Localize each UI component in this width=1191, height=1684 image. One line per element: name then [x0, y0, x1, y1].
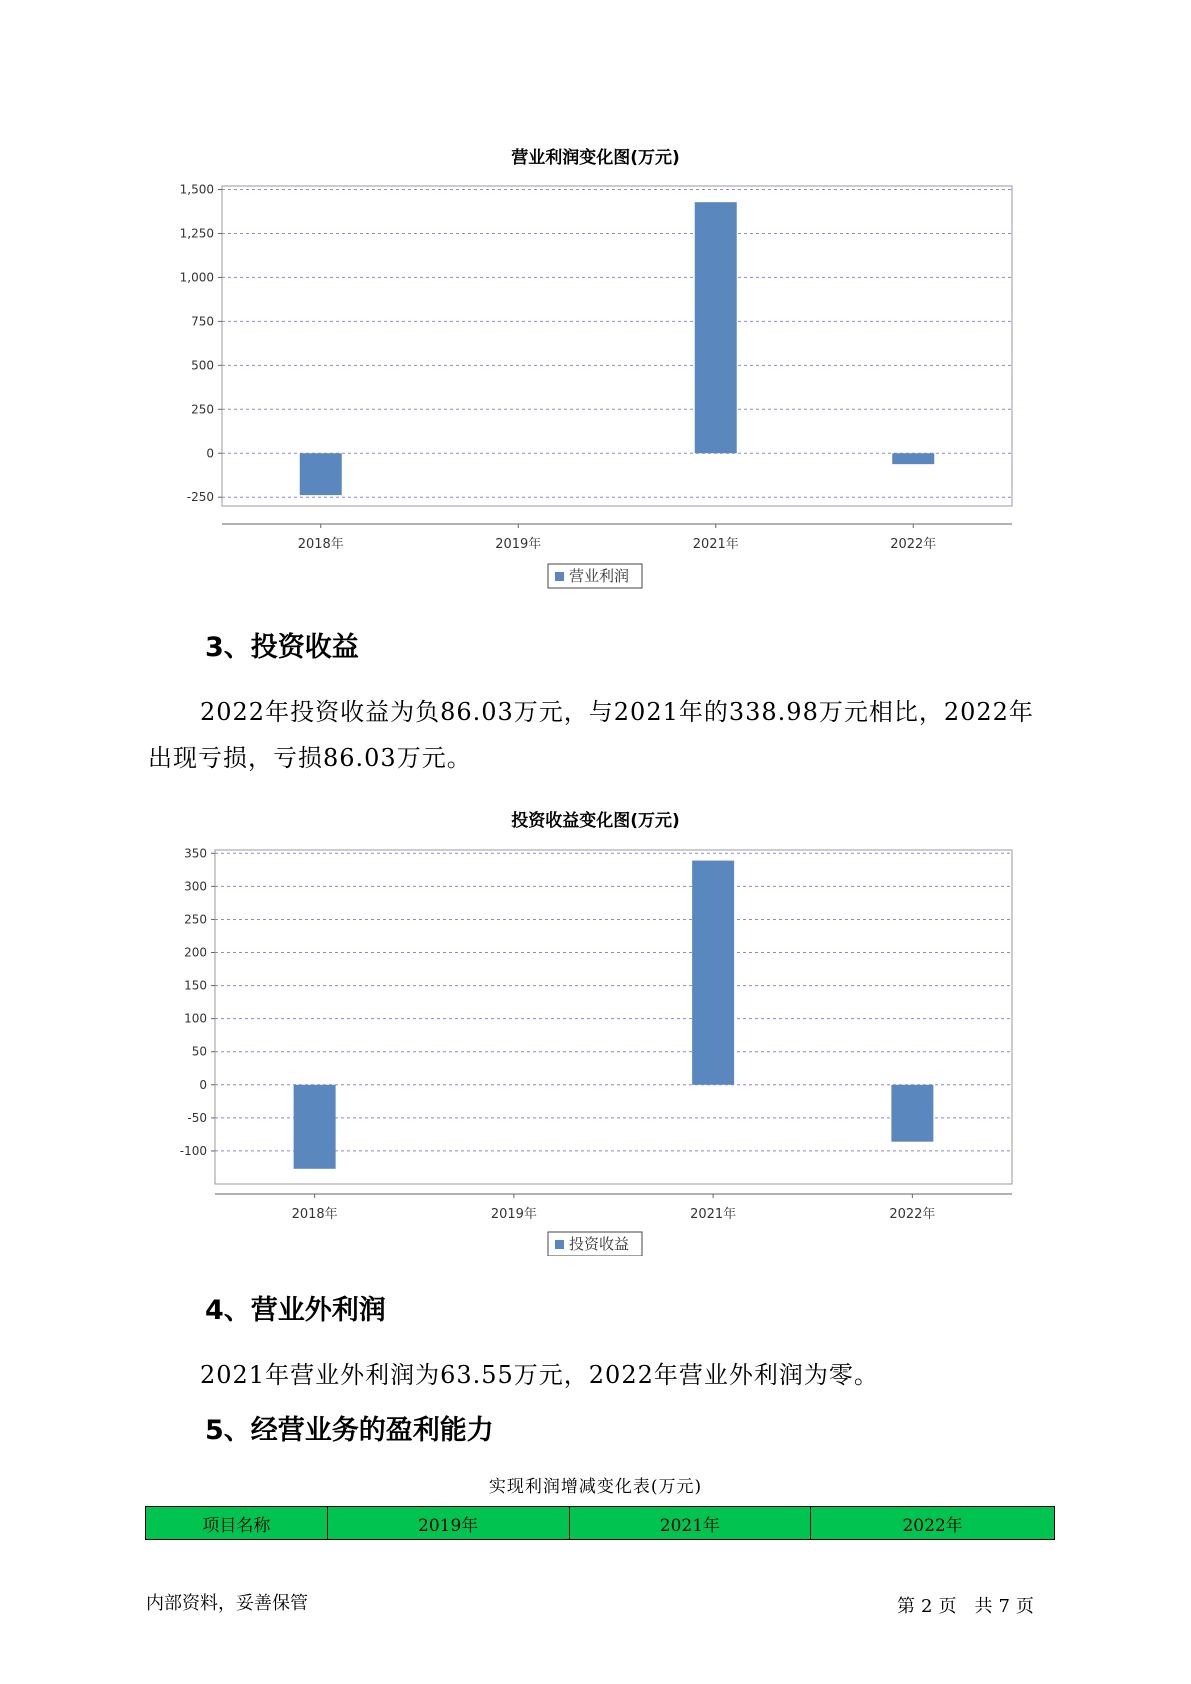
legend-label: 投资收益 — [569, 1235, 630, 1253]
footer-total-pages: 7 — [998, 1596, 1010, 1617]
table-caption: 实现利润增减变化表(万元) — [488, 1477, 703, 1497]
y-tick-label: 500 — [191, 358, 214, 373]
section-5-heading: 5、经营业务的盈利能力 — [205, 1415, 494, 1446]
bar — [692, 861, 734, 1085]
y-tick-label: 50 — [191, 1044, 207, 1059]
table-header-2022: 2022年 — [811, 1507, 1055, 1540]
y-tick-label: 150 — [184, 978, 207, 993]
footer-page-number: 2 — [921, 1596, 933, 1617]
x-tick-label: 2019年 — [490, 1207, 537, 1222]
section-3-paragraph-line-1: 2022年投资收益为负86.03万元，与2021年的338.98万元相比，2022年 — [200, 698, 1034, 726]
y-tick-label: 750 — [191, 314, 214, 329]
section-4-heading: 4、营业外利润 — [205, 1295, 386, 1326]
operating-profit-chart — [0, 170, 1191, 590]
footer-total-unit: 页 — [1015, 1596, 1034, 1617]
x-tick-label: 2021年 — [692, 537, 739, 552]
y-tick-label: 100 — [184, 1011, 207, 1026]
bar — [294, 1085, 336, 1169]
bar — [891, 1085, 933, 1142]
y-tick-label: 350 — [184, 846, 207, 861]
footer-total-prefix: 共 — [974, 1596, 993, 1617]
y-tick-label: 250 — [191, 402, 214, 417]
section-4-paragraph: 2021年营业外利润为63.55万元，2022年营业外利润为零。 — [200, 1361, 879, 1389]
x-tick-label: 2022年 — [890, 537, 937, 552]
chart-title-investment-income: 投资收益变化图(万元) — [511, 811, 680, 831]
table-header-2021: 2021年 — [569, 1507, 811, 1540]
y-tick-label: 300 — [184, 879, 207, 894]
y-tick-label: 0 — [206, 446, 214, 461]
footer-page-info — [897, 1592, 1040, 1618]
legend-swatch — [555, 572, 564, 581]
profit-change-table — [145, 1506, 1055, 1540]
x-tick-label: 2022年 — [889, 1207, 936, 1222]
legend-label: 营业利润 — [569, 567, 630, 585]
y-tick-label: 1,500 — [179, 182, 214, 197]
y-tick-label: 1,000 — [179, 270, 214, 285]
chart-title-operating-profit: 营业利润变化图(万元) — [511, 148, 680, 168]
y-tick-label: 200 — [184, 945, 207, 960]
x-tick-label: 2019年 — [495, 537, 542, 552]
footer-page-prefix: 第 — [897, 1596, 915, 1617]
y-tick-label: -100 — [179, 1143, 207, 1158]
y-tick-label: 250 — [184, 912, 207, 927]
section-3-paragraph-line-2: 出现亏损，亏损86.03万元。 — [148, 744, 472, 772]
legend-swatch — [555, 1240, 564, 1249]
y-tick-label: -250 — [186, 490, 214, 505]
bar — [300, 453, 342, 495]
y-tick-label: 0 — [199, 1077, 207, 1092]
y-tick-label: -50 — [187, 1110, 207, 1125]
footer-page-unit: 页 — [938, 1596, 957, 1617]
table-header-row — [146, 1507, 1055, 1540]
table-header-2019: 2019年 — [327, 1507, 569, 1540]
footer-confidential-note: 内部资料，妥善保管 — [146, 1593, 308, 1614]
x-tick-label: 2018年 — [291, 1207, 338, 1222]
x-tick-label: 2018年 — [297, 537, 344, 552]
section-3-heading: 3、投资收益 — [205, 632, 359, 663]
x-tick-label: 2021年 — [690, 1207, 737, 1222]
table-header-item-name: 项目名称 — [146, 1507, 328, 1540]
y-tick-label: 1,250 — [179, 226, 214, 241]
investment-income-chart — [0, 836, 1191, 1256]
bar — [892, 453, 934, 464]
bar — [695, 202, 737, 453]
